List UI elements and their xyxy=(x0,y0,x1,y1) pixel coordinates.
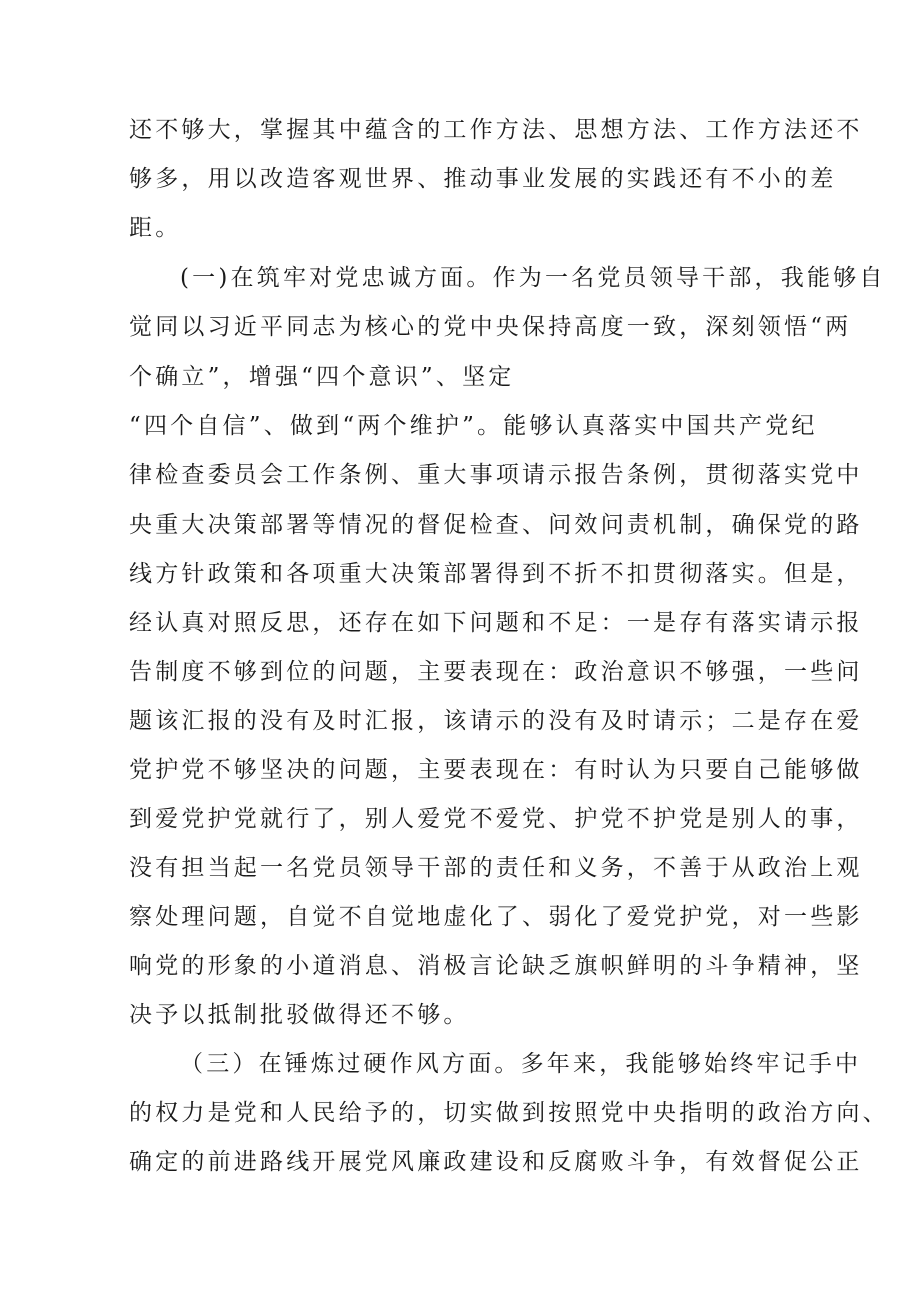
text-line: 没有担当起一名党员领导干部的责任和义务，不善于从政治上观 xyxy=(129,855,863,881)
text-line: 题该汇报的没有及时汇报，该请示的没有及时请示；二是存在爱 xyxy=(129,708,863,734)
text-line: 察处理问题，自觉不自觉地虚化了、弱化了爱党护党，对一些影 xyxy=(129,904,863,930)
paragraph-heading-line: (一)在筑牢对党忠诚方面。作为一名党员领导干部，我能够自 xyxy=(180,265,886,291)
text-line: 决予以抵制批驳做得还不够。 xyxy=(129,1002,470,1028)
text-line: 个确立”，增强“四个意识”、坚定 xyxy=(129,364,515,390)
text-line: 党护党不够坚决的问题，主要表现在：有时认为只要自己能够做 xyxy=(129,757,863,783)
text-line: 的权力是党和人民给予的，切实做到按照党中央指明的政治方向、 xyxy=(129,1100,889,1126)
text-line: 觉同以习近平同志为核心的党中央保持高度一致，深刻领悟“两 xyxy=(129,314,852,340)
text-line: 够多，用以改造客观世界、推动事业发展的实践还有不小的差 xyxy=(129,166,837,192)
text-line: 距。 xyxy=(129,215,182,241)
text-line: 确定的前进路线开展党风廉政建设和反腐败斗争，有效督促公正 xyxy=(129,1149,863,1175)
text-line: 告制度不够到位的问题，主要表现在：政治意识不够强，一些问 xyxy=(129,659,863,685)
text-line: “四个自信”、做到“两个维护”。能够认真落实中国共产党纪 xyxy=(129,413,818,439)
text-line: 到爱党护党就行了，别人爱党不爱党、护党不护党是别人的事， xyxy=(129,806,863,832)
paragraph-heading-line: （三）在锤炼过硬作风方面。多年来，我能够始终牢记手中 xyxy=(180,1051,862,1077)
text-line: 还不够大，掌握其中蕴含的工作方法、思想方法、工作方法还不 xyxy=(129,117,863,143)
text-line: 央重大决策部署等情况的督促检查、问效问责机制，确保党的路 xyxy=(129,512,863,538)
text-line: 线方针政策和各项重大决策部署得到不折不扣贯彻落实。但是， xyxy=(129,561,863,587)
text-line: 响党的形象的小道消息、消极言论缺乏旗帜鲜明的斗争精神，坚 xyxy=(129,953,863,979)
text-line: 经认真对照反思，还存在如下问题和不足：一是存有落实请示报 xyxy=(129,610,863,636)
text-line: 律检查委员会工作条例、重大事项请示报告条例，贯彻落实党中 xyxy=(129,462,863,488)
